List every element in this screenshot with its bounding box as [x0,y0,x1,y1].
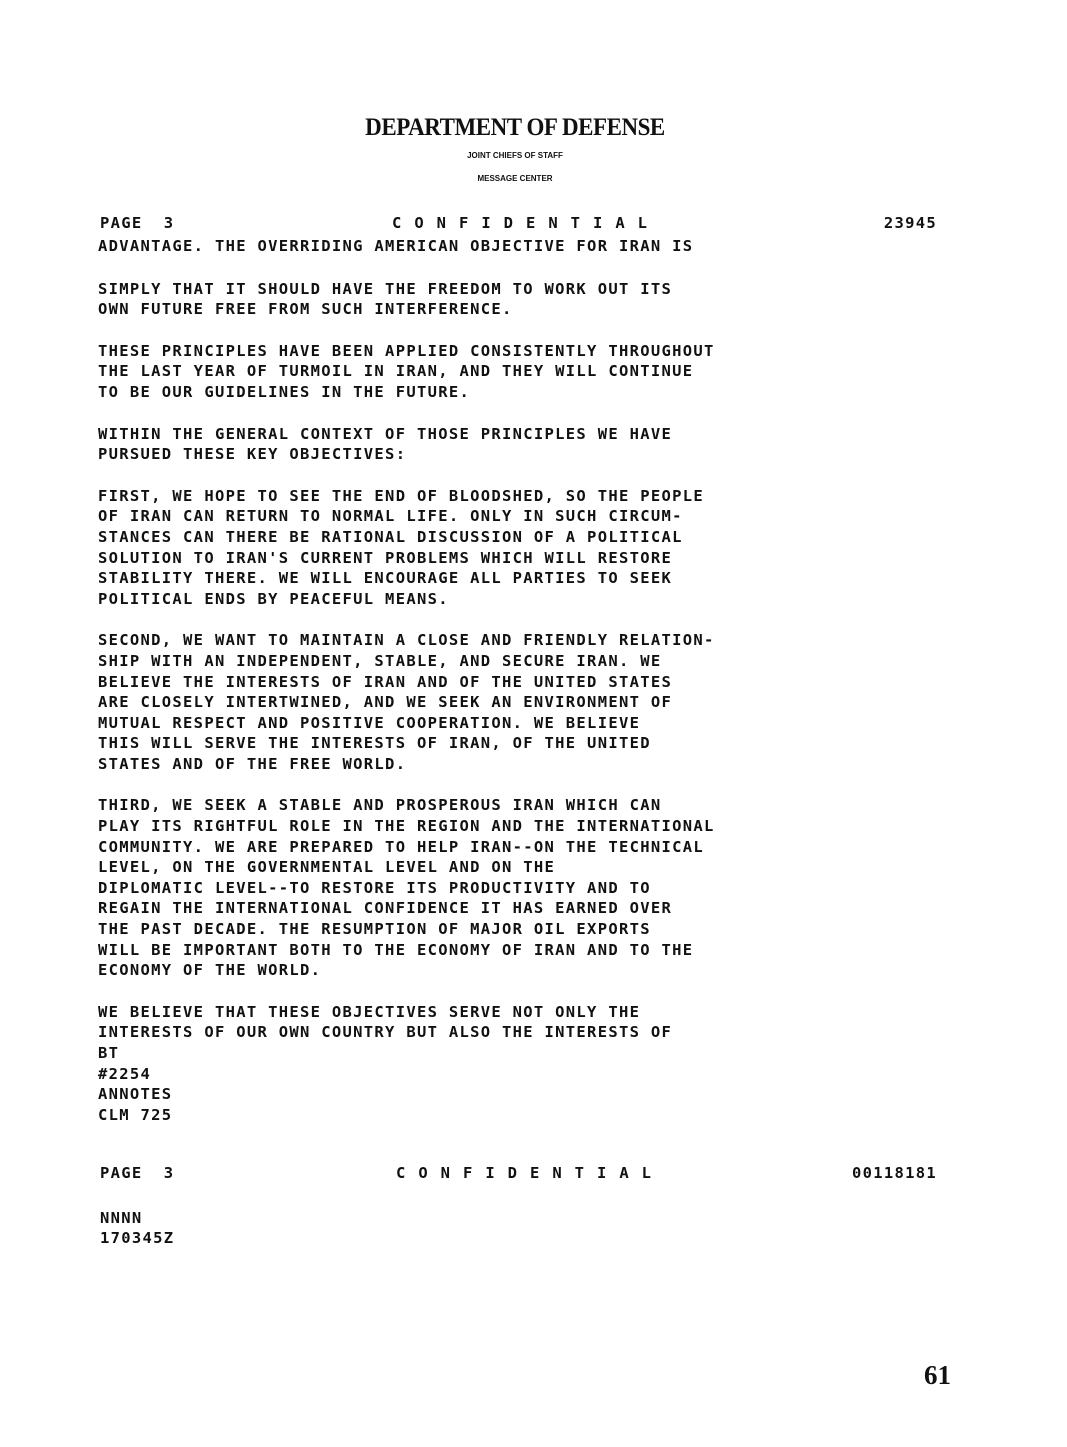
bottom-classification: CONFIDENTIAL [396,1164,664,1182]
bottom-page-label: PAGE 3 [100,1164,175,1182]
message-body [98,236,878,1125]
page-number: 61 [924,1360,951,1390]
trailer-dtg: 170345Z [100,1229,175,1247]
paragraph-context: WITHIN THE GENERAL CONTEXT OF THOSE PRINCIPLES WE HAVE PURSUED THESE KEY OBJECTIVES: [98,424,673,464]
paragraph-second: SECOND, WE WANT TO MAINTAIN A CLOSE AND FRIENDLY RELATION- SHIP WITH AN INDEPENDENT, STABLE, AND SECURE IRAN. WE BELIEVE THE INTERESTS OF IRAN AND OF THE UNITED STATES ARE CLOSELY INTERTWINED, AND WE SEEK AN ENVIRONMENT OF MUTUAL RESPECT AND POSITIVE COOPERATION. WE BELIEVE THIS WILL SERVE THE INTERESTS OF IRAN, OF THE UNITED STATES AND OF THE FREE WORLD. [98,631,715,773]
header-title: DEPARTMENT OF DEFENSE [365,114,665,141]
paragraph-principles: THESE PRINCIPLES HAVE BEEN APPLIED CONSISTENTLY THROUGHOUT THE LAST YEAR OF TURMOIL IN IRAN, AND THEY WILL CONTINUE TO BE OUR GUIDELINES IN THE FUTURE. [98,341,715,401]
paragraph-third: THIRD, WE SEEK A STABLE AND PROSPEROUS IRAN WHICH CAN PLAY ITS RIGHTFUL ROLE IN THE REGION AND THE INTERNATIONAL COMMUNITY. WE ARE PREPARED TO HELP IRAN--ON THE TECHNICAL LEVEL, ON THE GOVERNMENTAL LEVEL AND ON THE DIPLOMATIC LEVEL--TO RESTORE ITS PRODUCTIVITY AND TO REGAIN THE INTERNATIONAL CONFIDENCE IT HAS EARNED OVER THE PAST DECADE. THE RESUMPTION OF MAJOR OIL EXPORTS WILL BE IMPORTANT BOTH TO THE ECONOMY OF IRAN AND TO THE ECONOMY OF THE WORLD. [98,796,715,980]
bottom-message-number: 00118181 [851,1164,937,1182]
top-page-label: PAGE 3 [100,214,175,232]
paragraph-closing: WE BELIEVE THAT THESE OBJECTIVES SERVE NOT ONLY THE INTERESTS OF OUR OWN COUNTRY BUT ALSO THE INTERESTS OF BT #2254 ANNOTES CLM 725 [98,1002,673,1124]
paragraph-freedom: SIMPLY THAT IT SHOULD HAVE THE FREEDOM TO WORK OUT ITS OWN FUTURE FREE FROM SUCH INTERFERENCE. [98,279,673,319]
trailer-nnnn: NNNN [100,1209,143,1227]
header-subtitle-jcs: JOINT CHIEFS OF STAFF [467,151,563,160]
paragraph-first: FIRST, WE HOPE TO SEE THE END OF BLOODSHED, SO THE PEOPLE OF IRAN CAN RETURN TO NORMAL LIFE. ONLY IN SUCH CIRCUM- STANCES CAN THERE BE RATIONAL DISCUSSION OF A POLITICAL SOLUTION TO IRAN'S CURRENT PROBLEMS WHICH WILL RESTORE STABILITY THERE. WE WILL ENCOURAGE ALL PARTIES TO SEEK POLITICAL ENDS BY PEACEFUL MEANS. [98,486,705,608]
top-classification: CONFIDENTIAL [392,214,660,232]
paragraph-advantage: ADVANTAGE. THE OVERRIDING AMERICAN OBJECTIVE FOR IRAN IS [98,237,694,255]
header-subtitle-message-center: MESSAGE CENTER [477,174,553,183]
top-message-number: 23945 [883,214,937,232]
